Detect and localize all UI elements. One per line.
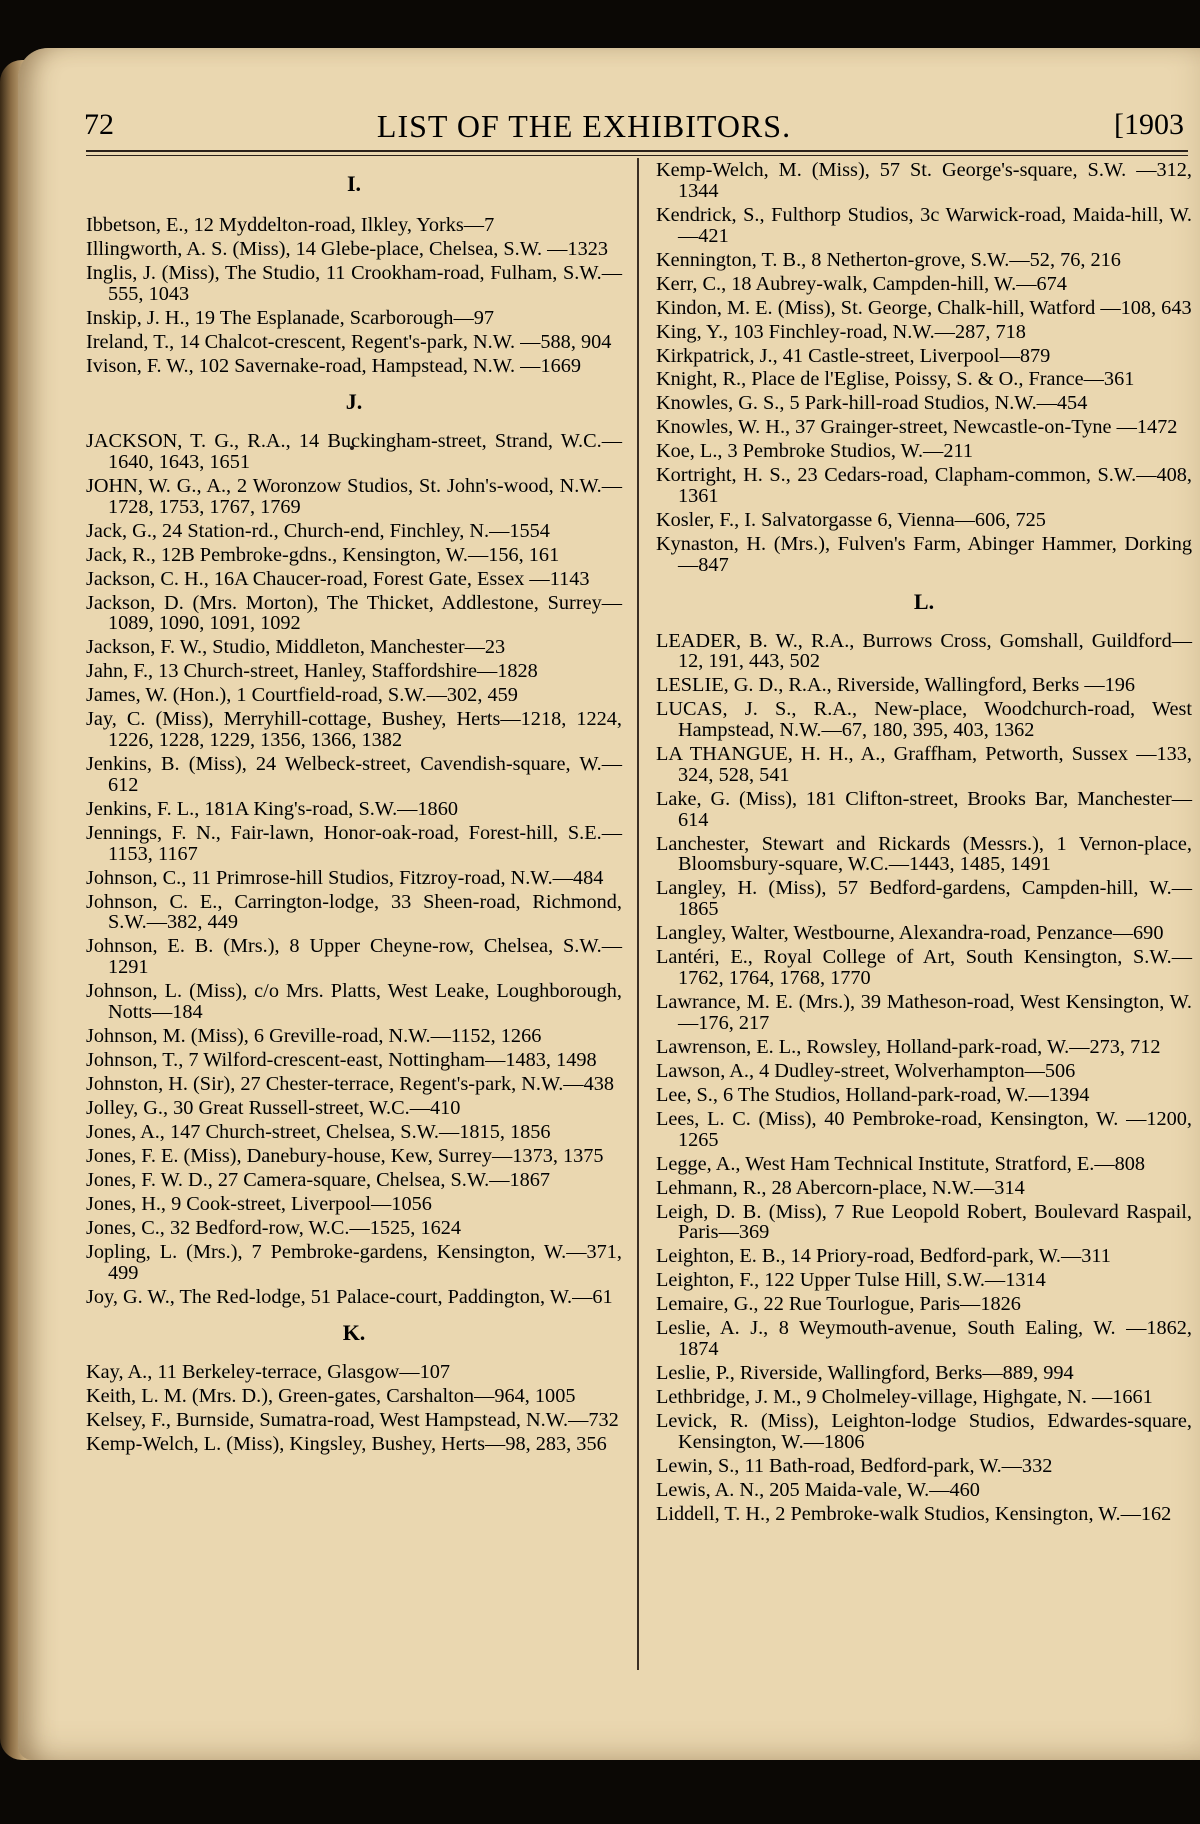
page-header (84, 108, 1182, 152)
exhibitor-entry: JOHN, W. G., A., 2 Woronzow Studios, St. John's-wood, N.W.—1728, 1753, 1767, 1769 (86, 474, 622, 518)
exhibitor-entry: Leighton, E. B., 14 Priory-road, Bedford-park, W.—311 (656, 1245, 1111, 1268)
section-letter: L. (913, 588, 935, 614)
exhibitor-entry: Leigh, D. B. (Miss), 7 Rue Leopold Robert, Boulevard Raspail, Paris—369 (656, 1200, 1192, 1244)
exhibitor-entry: Jack, G., 24 Station-rd., Church-end, Finchley, N.—1554 (86, 519, 550, 542)
exhibitor-entry: Lewin, S., 11 Bath-road, Bedford-park, W.—332 (656, 1454, 1053, 1477)
exhibitor-entry: Keith, L. M. (Mrs. D.), Green-gates, Carshalton—964, 1005 (86, 1385, 576, 1408)
exhibitor-entry: Kirkpatrick, J., 41 Castle-street, Liverpool—879 (656, 344, 1051, 367)
exhibitor-entry: LUCAS, J. S., R.A., New-place, Woodchurch-road, West Hampstead, N.W.—67, 180, 395, 403, 1362 (656, 698, 1192, 742)
exhibitor-entry: Knowles, G. S., 5 Park-hill-road Studios, N.W.—454 (656, 392, 1088, 415)
exhibitor-entry: Johnson, E. B. (Mrs.), 8 Upper Cheyne-row, Chelsea, S.W.—1291 (86, 935, 622, 979)
exhibitor-entry: Kemp-Welch, L. (Miss), Kingsley, Bushey, Herts—98, 283, 356 (86, 1433, 607, 1456)
exhibitor-entry: Lawrance, M. E. (Mrs.), 39 Matheson-road, West Kensington, W.—176, 217 (656, 991, 1192, 1034)
exhibitor-entry: Johnson, M. (Miss), 6 Greville-road, N.W.—1152, 1266 (86, 1025, 542, 1048)
exhibitor-entry: Johnson, L. (Miss), c/o Mrs. Platts, West Leake, Loughborough, Notts—184 (86, 980, 622, 1024)
exhibitor-entry: Lake, G. (Miss), 181 Clifton-street, Brooks Bar, Manchester—614 (656, 787, 1192, 831)
exhibitor-entry: Jones, F. E. (Miss), Danebury-house, Kew, Surrey—1373, 1375 (86, 1144, 604, 1167)
exhibitor-entry: Jenkins, B. (Miss), 24 Welbeck-street, Cavendish-square, W.—612 (86, 753, 622, 796)
exhibitor-entry: Inglis, J. (Miss), The Studio, 11 Crookham-road, Fulham, S.W.—555, 1043 (86, 261, 622, 305)
exhibitor-entry: Jackson, D. (Mrs. Morton), The Thicket, Addlestone, Surrey—1089, 1090, 1091, 1092 (86, 591, 622, 635)
exhibitor-entry: LA THANGUE, H. H., A., Graffham, Petworth, Sussex —133, 324, 528, 541 (656, 743, 1192, 786)
exhibitor-entry: Leslie, P., Riverside, Wallingford, Berks—889, 994 (656, 1362, 1074, 1385)
left-column (86, 168, 622, 1458)
exhibitor-entry: Leighton, F., 122 Upper Tulse Hill, S.W.—1314 (656, 1269, 1046, 1292)
exhibitor-entry: Johnson, C. E., Carrington-lodge, 33 Sheen-road, Richmond, S.W.—382, 449 (86, 890, 622, 934)
exhibitor-entry: Jackson, C. H., 16A Chaucer-road, Forest Gate, Essex —1143 (86, 567, 590, 590)
exhibitor-entry: Jahn, F., 13 Church-street, Hanley, Staffordshire—1828 (86, 660, 538, 683)
exhibitor-entry: Joy, G. W., The Red-lodge, 51 Palace-court, Paddington, W.—61 (86, 1285, 613, 1308)
exhibitor-entry: Lemaire, G., 22 Rue Tourlogue, Paris—1826 (656, 1293, 1021, 1316)
exhibitor-entry: Kemp-Welch, M. (Miss), 57 St. George's-square, S.W. —312, 1344 (656, 159, 1192, 202)
exhibitor-entry: Lees, L. C. (Miss), 40 Pembroke-road, Kensington, W. —1200, 1265 (656, 1107, 1192, 1151)
exhibitor-entry: Kosler, F., I. Salvatorgasse 6, Vienna—606, 725 (656, 509, 1046, 532)
exhibitor-entry: Johnson, T., 7 Wilford-crescent-east, Nottingham—1483, 1498 (86, 1049, 597, 1071)
exhibitor-entry: Jackson, F. W., Studio, Middleton, Manchester—23 (86, 636, 506, 659)
page-title: LIST OF THE EXHIBITORS. (376, 108, 792, 144)
exhibitor-entry: Lanchester, Stewart and Rickards (Messrs.), 1 Vernon-place, Bloomsbury-square, W.C.—1443, 1485, 1491 (656, 832, 1192, 876)
exhibitor-entry: Ivison, F. W., 102 Savernake-road, Hampstead, N.W. —1669 (86, 354, 582, 377)
exhibitor-entry: Knowles, W. H., 37 Grainger-street, Newcastle-on-Tyne —1472 (656, 416, 1178, 439)
exhibitor-entry: Jenkins, F. L., 181A King's-road, S.W.—1860 (86, 797, 458, 820)
year-label: [1903 (1114, 108, 1184, 141)
exhibitor-entry: Johnson, C., 11 Primrose-hill Studios, Fitzroy-road, N.W.—484 (86, 866, 604, 889)
exhibitor-entry: Langley, H. (Miss), 57 Bedford-gardens, Campden-hill, W.—1865 (656, 877, 1192, 921)
exhibitor-entry: Kynaston, H. (Mrs.), Fulven's Farm, Abinger Hammer, Dorking—847 (656, 533, 1192, 576)
exhibitor-entry: Kendrick, S., Fulthorp Studios, 3c Warwick-road, Maida-hill, W.—421 (656, 203, 1192, 247)
exhibitor-entry: Kerr, C., 18 Aubrey-walk, Campden-hill, W.—674 (656, 272, 1067, 295)
column-divider (637, 158, 639, 1670)
exhibitor-entry: LESLIE, G. D., R.A., Riverside, Wallingford, Berks —196 (656, 674, 1136, 697)
exhibitor-entry: Lethbridge, J. M., 9 Cholmeley-village, Highgate, N. —1661 (656, 1386, 1153, 1408)
section-letter: I. (346, 171, 362, 196)
exhibitor-entry: Legge, A., West Ham Technical Institute, Stratford, E.—808 (656, 1152, 1146, 1175)
exhibitor-entry: Langley, Walter, Westbourne, Alexandra-road, Penzance—690 (656, 922, 1164, 945)
exhibitor-entry: Koe, L., 3 Pembroke Studios, W.—211 (656, 440, 973, 463)
exhibitor-entry: Liddell, T. H., 2 Pembroke-walk Studios, Kensington, W.—162 (656, 1502, 1172, 1525)
exhibitor-entry: Jones, C., 32 Bedford-row, W.C.—1525, 1624 (86, 1216, 462, 1239)
exhibitor-entry: King, Y., 103 Finchley-road, N.W.—287, 718 (656, 320, 1026, 343)
exhibitor-entry: LEADER, B. W., R.A., Burrows Cross, Gomshall, Guildford—12, 191, 443, 502 (656, 629, 1192, 673)
exhibitor-entry: Leslie, A. J., 8 Weymouth-avenue, South Ealing, W. —1862, 1874 (656, 1317, 1192, 1361)
exhibitor-entry: Jay, C. (Miss), Merryhill-cottage, Bushey, Herts—1218, 1224, 1226, 1228, 1229, 1356, 1366, 1382 (86, 708, 622, 752)
exhibitor-entry: Lewis, A. N., 205 Maida-vale, W.—460 (656, 1478, 980, 1501)
exhibitor-entry: Ibbetson, E., 12 Myddelton-road, Ilkley, Yorks—7 (86, 213, 495, 236)
exhibitor-entry: Illingworth, A. S. (Miss), 14 Glebe-place, Chelsea, S.W. —1323 (86, 237, 608, 260)
exhibitor-entry: Kelsey, F., Burnside, Sumatra-road, West Hampstead, N.W.—732 (86, 1409, 619, 1432)
exhibitor-entry: James, W. (Hon.), 1 Courtfield-road, S.W.—302, 459 (86, 684, 518, 707)
exhibitor-entry: Lawson, A., 4 Dudley-street, Wolverhampton—506 (656, 1059, 1076, 1082)
exhibitor-entry: JACKSON, T. G., R.A., 14 Buckingham-street, Strand, W.C.—1640, 1643, 1651 (86, 430, 622, 473)
page-number: 72 (84, 108, 114, 141)
exhibitor-entry: Knight, R., Place de l'Eglise, Poissy, S. & O., France—361 (656, 368, 1135, 391)
exhibitor-entry: Jopling, L. (Mrs.), 7 Pembroke-gardens, Kensington, W.—371, 499 (86, 1240, 622, 1284)
section-letter: K. (342, 1320, 366, 1346)
exhibitor-entry: Jones, H., 9 Cook-street, Liverpool—1056 (86, 1192, 432, 1215)
exhibitor-entry: Kay, A., 11 Berkeley-terrace, Glasgow—107 (86, 1361, 451, 1384)
section-letter: J. (345, 389, 363, 415)
exhibitor-entry: Lawrenson, E. L., Rowsley, Holland-park-road, W.—273, 712 (656, 1035, 1161, 1058)
exhibitor-entry: Lehmann, R., 28 Abercorn-place, N.W.—314 (656, 1176, 1025, 1199)
exhibitor-entry: Jolley, G., 30 Great Russell-street, W.C.—410 (86, 1096, 461, 1119)
exhibitor-entry: Jack, R., 12B Pembroke-gdns., Kensington, W.—156, 161 (86, 543, 560, 566)
exhibitor-entry: Kennington, T. B., 8 Netherton-grove, S.W.—52, 76, 216 (656, 248, 1121, 271)
header-rule-thin (86, 155, 1188, 156)
exhibitor-entry: Jennings, F. N., Fair-lawn, Honor-oak-road, Forest-hill, S.E.—1153, 1167 (86, 821, 622, 865)
exhibitor-entry: Johnston, H. (Sir), 27 Chester-terrace, Regent's-park, N.W.—438 (86, 1072, 615, 1095)
exhibitor-entry: Jones, F. W. D., 27 Camera-square, Chelsea, S.W.—1867 (86, 1168, 551, 1191)
exhibitor-entry: Kindon, M. E. (Miss), St. George, Chalk-hill, Watford —108, 643 (656, 296, 1192, 319)
exhibitor-entry: Ireland, T., 14 Chalcot-crescent, Regent's-park, N.W. —588, 904 (86, 330, 612, 353)
exhibitor-entry: Inskip, J. H., 19 The Esplanade, Scarborough—97 (86, 306, 495, 329)
exhibitor-entry: Lee, S., 6 The Studios, Holland-park-road, W.—1394 (656, 1083, 1090, 1106)
exhibitor-entry: Jones, A., 147 Church-street, Chelsea, S.W.—1815, 1856 (86, 1120, 551, 1143)
exhibitor-entry: Lantéri, E., Royal College of Art, South Kensington, S.W.—1762, 1764, 1768, 1770 (656, 946, 1192, 990)
exhibitor-entry: Kortright, H. S., 23 Cedars-road, Clapham-common, S.W.—408, 1361 (656, 464, 1192, 508)
right-column (656, 160, 1192, 1528)
header-rule-thick (86, 150, 1188, 152)
exhibitor-entry: Levick, R. (Miss), Leighton-lodge Studios, Edwardes-square, Kensington, W.—1806 (656, 1409, 1192, 1453)
